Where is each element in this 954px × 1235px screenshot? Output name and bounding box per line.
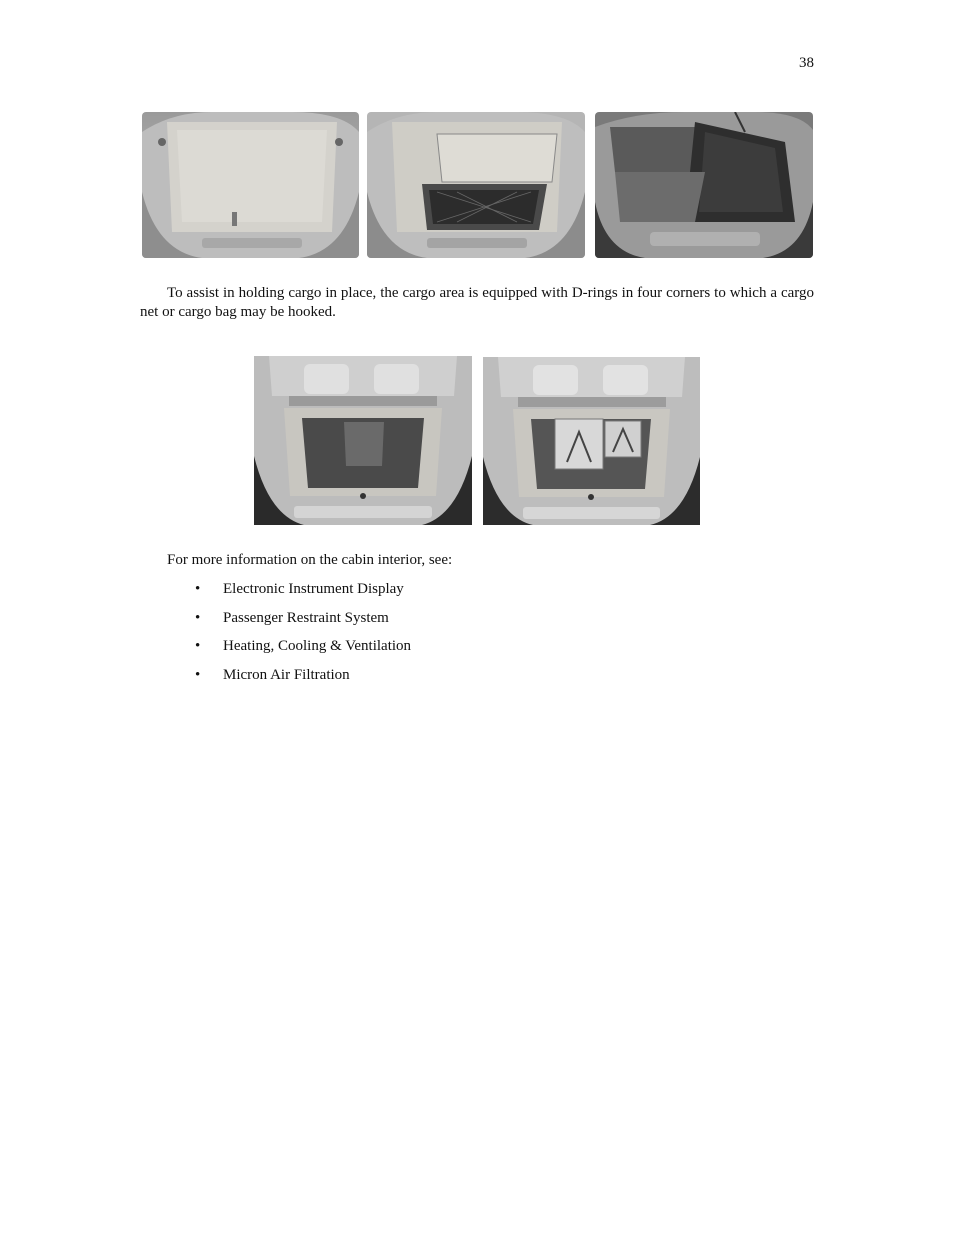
- list-item-passenger-restraint-system[interactable]: [195, 608, 411, 637]
- list-item-micron-air-filtration[interactable]: [195, 665, 411, 694]
- bullet-icon: •: [195, 581, 201, 597]
- photo-cargo-bag: [483, 357, 700, 525]
- photo-underfloor-storage: [367, 112, 585, 258]
- list-item-label: Heating, Cooling & Ventilation: [223, 638, 412, 654]
- list-item-label: Micron Air Filtration: [223, 666, 350, 683]
- cargo-d-rings-paragraph: To assist in holding cargo in place, the cargo area is equipped with D-rings in four corners to which a cargo net or cargo bag may be hooked.: [140, 285, 814, 320]
- photo-cargo-floor: [142, 112, 359, 258]
- photo-seat-folded: [595, 112, 813, 258]
- more-info-list: [195, 579, 411, 693]
- list-item-electronic-instrument-display[interactable]: [195, 579, 411, 608]
- page-number: 38: [799, 55, 814, 71]
- more-info-intro: For more information on the cabin interior, see:: [167, 552, 453, 568]
- bullet-icon: •: [195, 609, 201, 626]
- bullet-icon: •: [195, 638, 201, 654]
- list-item-label: Electronic Instrument Display: [223, 581, 404, 597]
- list-item-heating-cooling-ventilation[interactable]: [195, 636, 411, 665]
- photo-cargo-net: [254, 356, 472, 525]
- list-item-label: Passenger Restraint System: [223, 609, 389, 626]
- bullet-icon: •: [195, 666, 201, 683]
